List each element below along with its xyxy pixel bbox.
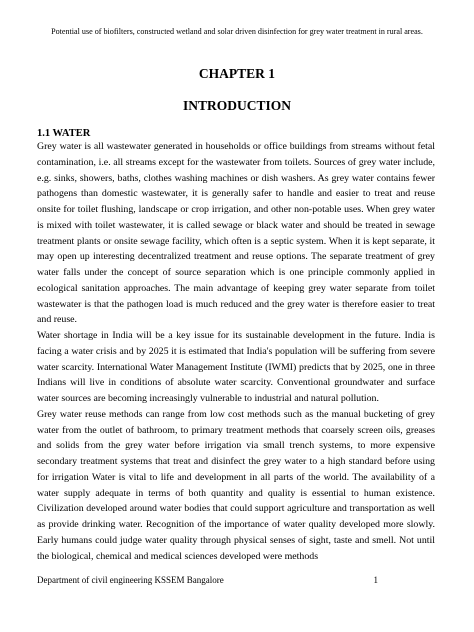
page-number: 1 <box>373 575 378 585</box>
paragraph: Water shortage in India will be a key issue for its sustainable development in the future. India is facing a water crisis and by 2025 it is estimated that India's population will be suffering from severe water scarcity. International Water Management Institute (IWMI) predicts that by 2025, one in three Indians will live in conditions of absolute water scarcity. Conventional groundwater and surface water sources are becoming increasingly vulnerable to industrial and natural pollution. <box>37 330 435 404</box>
section-heading: 1.1 WATER <box>37 128 91 139</box>
paragraph: Grey water is all wastewater generated in households or office buildings from streams without fetal contamination, i.e. all streams except for the wastewater from toilets. Sources of grey water include, e.g. sinks, showers, baths, clothes washing machines or dish washers. As grey water contains fewer pathogens than domestic wastewater, it is generally safer to handle and easier to treat and reuse onsite for toilet flushing, landscape or crop irrigation, and other non-potable uses. When grey water is mixed with toilet wastewater, it is called sewage or black water and should be treated in sewage treatment plants or onsite sewage facility, which often is a septic system. When it is kept separate, it may open up interesting decentralized treatment and reuse options. The separate treatment of grey water falls under the concept of source separation which is one principle commonly applied in ecological sanitation approaches. The main advantage of keeping grey water separate from toilet wastewater is that the pathogen load is much reduced and the grey water is therefore easier to treat and reuse. <box>37 141 435 326</box>
page-footer <box>37 575 378 586</box>
chapter-label: CHAPTER 1 <box>198 66 276 81</box>
body-text <box>37 139 435 564</box>
footer-department: Department of civil engineering KSSEM Bangalore <box>37 575 224 585</box>
running-header: Potential use of biofilters, constructed wetland and solar driven disinfection for grey water treatment in rural areas. <box>51 27 423 36</box>
chapter-title: INTRODUCTION <box>182 98 291 113</box>
paragraph: Grey water reuse methods can range from low cost methods such as the manual bucketing of grey water from the outlet of bathroom, to primary treatment methods that coarsely screen oils, greases and solids from the grey water before irrigation via small trench systems, to more expensive secondary treatment systems that treat and disinfect the grey water to a high standard before using for irrigation Water is vital to life and development in all parts of the world. The availability of a water supply adequate in terms of both quantity and quality is essential to human existence. Civilization developed around water bodies that could support agriculture and transportation as well as provide drinking water. Recognition of the importance of water quality developed more slowly. Early humans could judge water quality through physical senses of sight, taste and smell. Not until the biological, chemical and medical sciences developed were methods <box>37 408 435 562</box>
